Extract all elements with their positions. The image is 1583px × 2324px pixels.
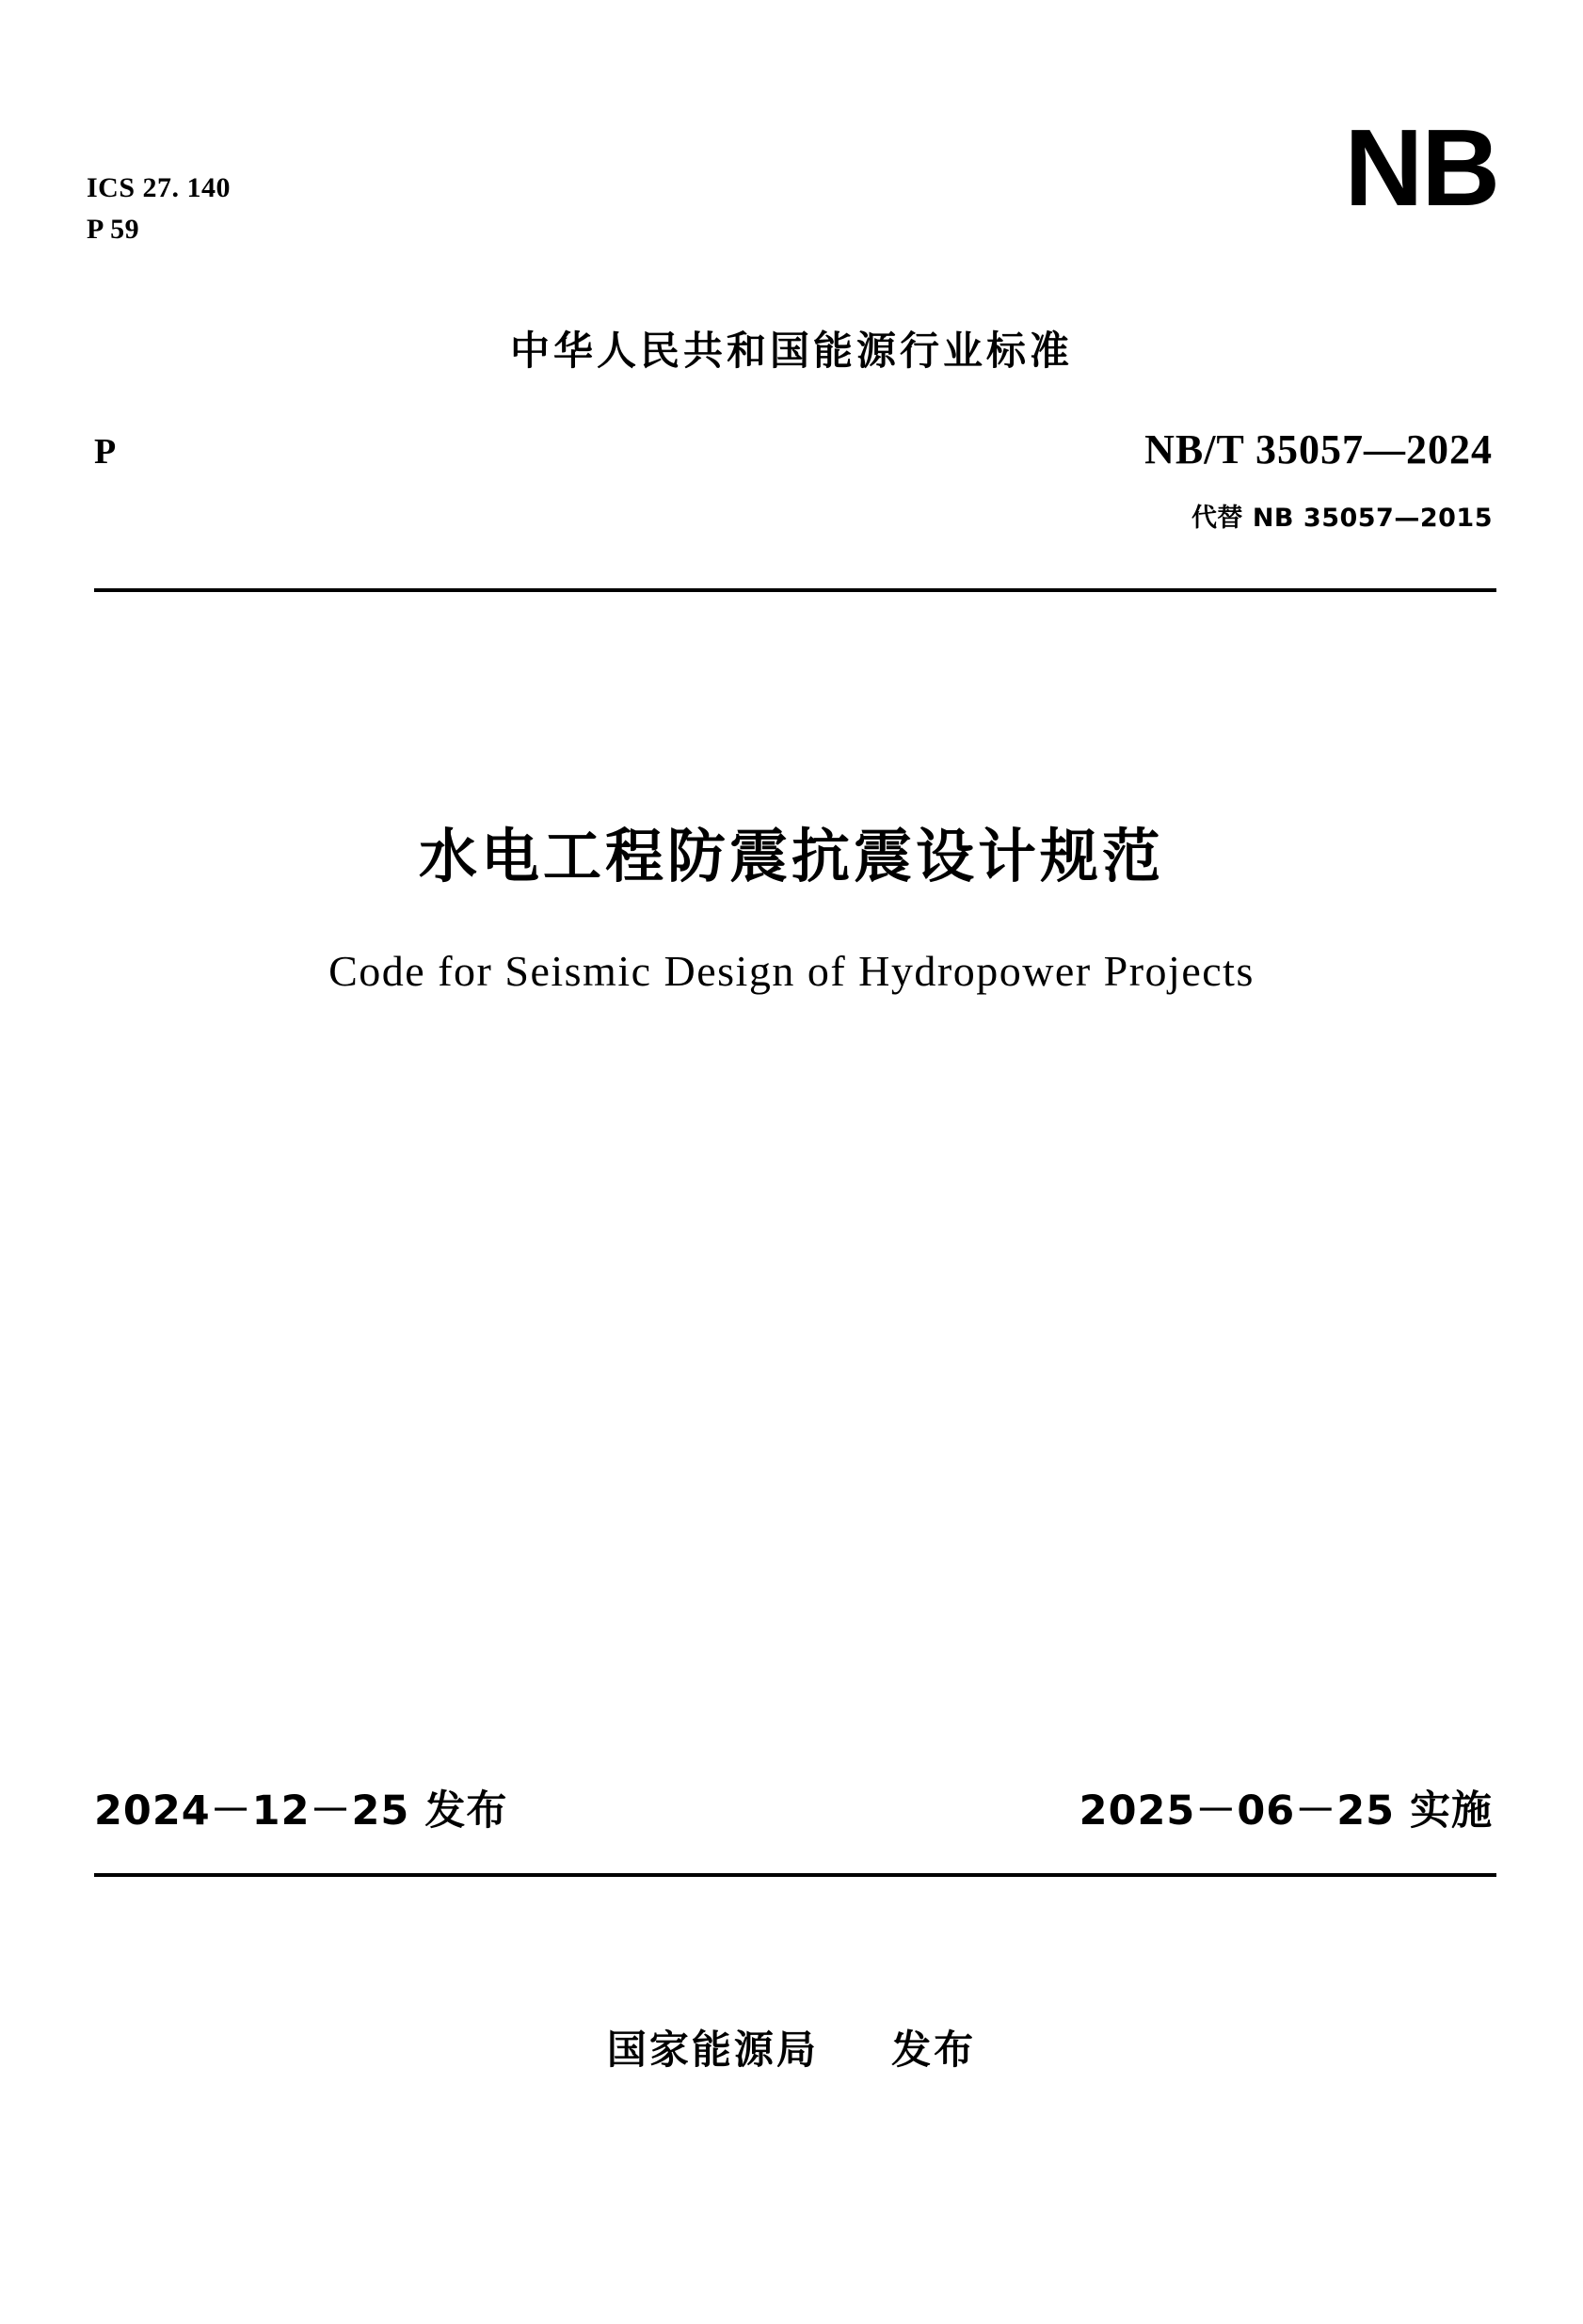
classification-code: P 59: [87, 213, 140, 245]
authority-line: 中华人民共和国能源行业标准: [509, 328, 1073, 374]
divider-bottom: [94, 1873, 1496, 1877]
standard-number: NB/T 35057—2024: [1144, 426, 1493, 473]
title-english: Code for Seismic Design of Hydropower Projects: [328, 947, 1255, 995]
p-mark: P: [94, 432, 117, 472]
issue-date: 2024－12－25 发布: [94, 1787, 508, 1835]
publish-verb: 发布: [891, 2027, 977, 2073]
publisher-line: [0, 2019, 1583, 2076]
standard-replaces: 代替 NB 35057—2015: [1191, 504, 1493, 533]
ics-code: ICS 27. 140: [87, 172, 232, 203]
divider-top: [94, 588, 1496, 592]
title-chinese: 水电工程防震抗震设计规范: [418, 822, 1164, 890]
nb-logo: NB: [1344, 106, 1498, 229]
effective-date: 2025－06－25 实施: [1079, 1787, 1493, 1835]
classification-codes: [87, 168, 231, 249]
publisher-name: 国家能源局: [606, 2027, 819, 2073]
